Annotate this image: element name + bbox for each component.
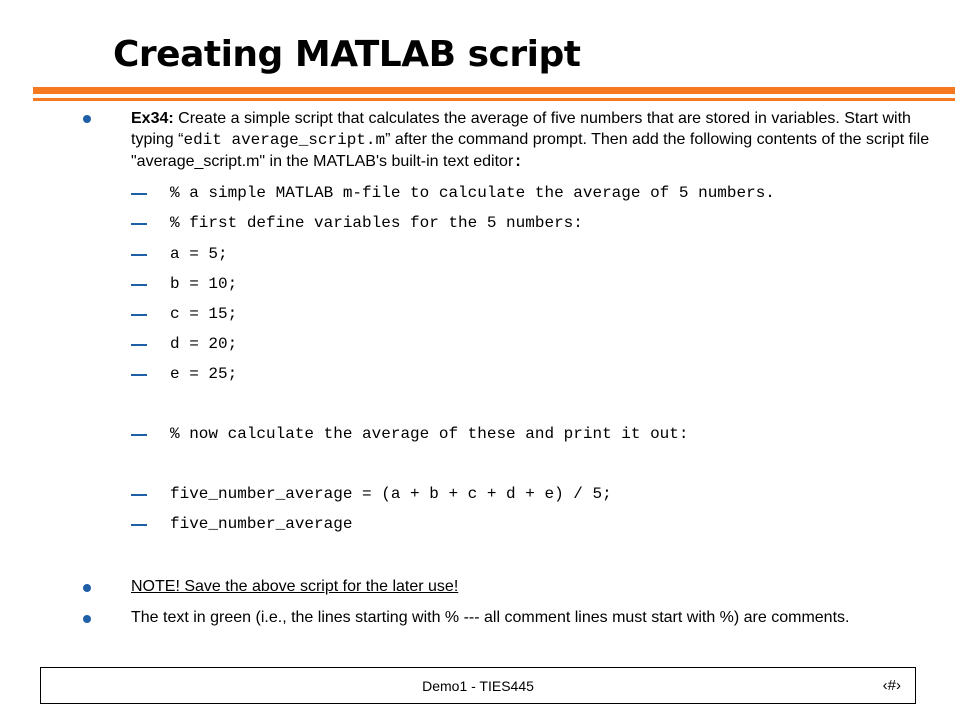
title-underline-thin xyxy=(33,98,955,101)
footer xyxy=(40,667,916,704)
code-line: e = 25; xyxy=(170,365,238,383)
code-line: five_number_average = (a + b + c + d + e) / 5; xyxy=(170,485,612,503)
dash-icon xyxy=(131,193,147,195)
dash-icon xyxy=(131,254,147,256)
code-line: % a simple MATLAB m-file to calculate the average of 5 numbers. xyxy=(170,184,775,202)
dash-icon xyxy=(131,434,147,436)
code-line: a = 5; xyxy=(170,245,228,263)
code-line: % first define variables for the 5 numbers: xyxy=(170,214,583,232)
dash-icon xyxy=(131,374,147,376)
bullet-comments: The text in green (i.e., the lines starting with % --- all comment lines must start with %) are comments. xyxy=(131,609,850,626)
code-line: c = 15; xyxy=(170,305,238,323)
code-line: % now calculate the average of these and print it out: xyxy=(170,425,689,443)
exercise-colon: : xyxy=(513,153,523,171)
bullet-icon xyxy=(83,115,91,123)
code-line: b = 10; xyxy=(170,275,238,293)
dash-icon xyxy=(131,344,147,346)
bullet-icon xyxy=(83,615,91,623)
code-line: d = 20; xyxy=(170,335,238,353)
dash-icon xyxy=(131,494,147,496)
exercise-text-b: ” after the command prompt. Then add the following contents of the script file "average_script.m" in the MATLAB's built-in text editor xyxy=(131,131,930,170)
title-underline-thick xyxy=(33,87,955,94)
footer-text: Demo1 - TIES445 xyxy=(422,678,534,694)
exercise-command: edit average_script.m xyxy=(183,131,386,149)
bullet-icon xyxy=(83,584,91,592)
exercise-label: Ex34: xyxy=(131,110,174,127)
slide-title: Creating MATLAB script xyxy=(113,34,581,75)
page-number: ‹#› xyxy=(882,677,901,694)
exercise-text-a: Create a simple script that calculates the average of five numbers that are stored in variables. Start with typing “ xyxy=(131,110,911,148)
dash-icon xyxy=(131,284,147,286)
bullet-exercise xyxy=(131,108,931,173)
bullet-note: NOTE! Save the above script for the later use! xyxy=(131,578,459,595)
code-line: five_number_average xyxy=(170,515,353,533)
dash-icon xyxy=(131,524,147,526)
dash-icon xyxy=(131,314,147,316)
dash-icon xyxy=(131,223,147,225)
